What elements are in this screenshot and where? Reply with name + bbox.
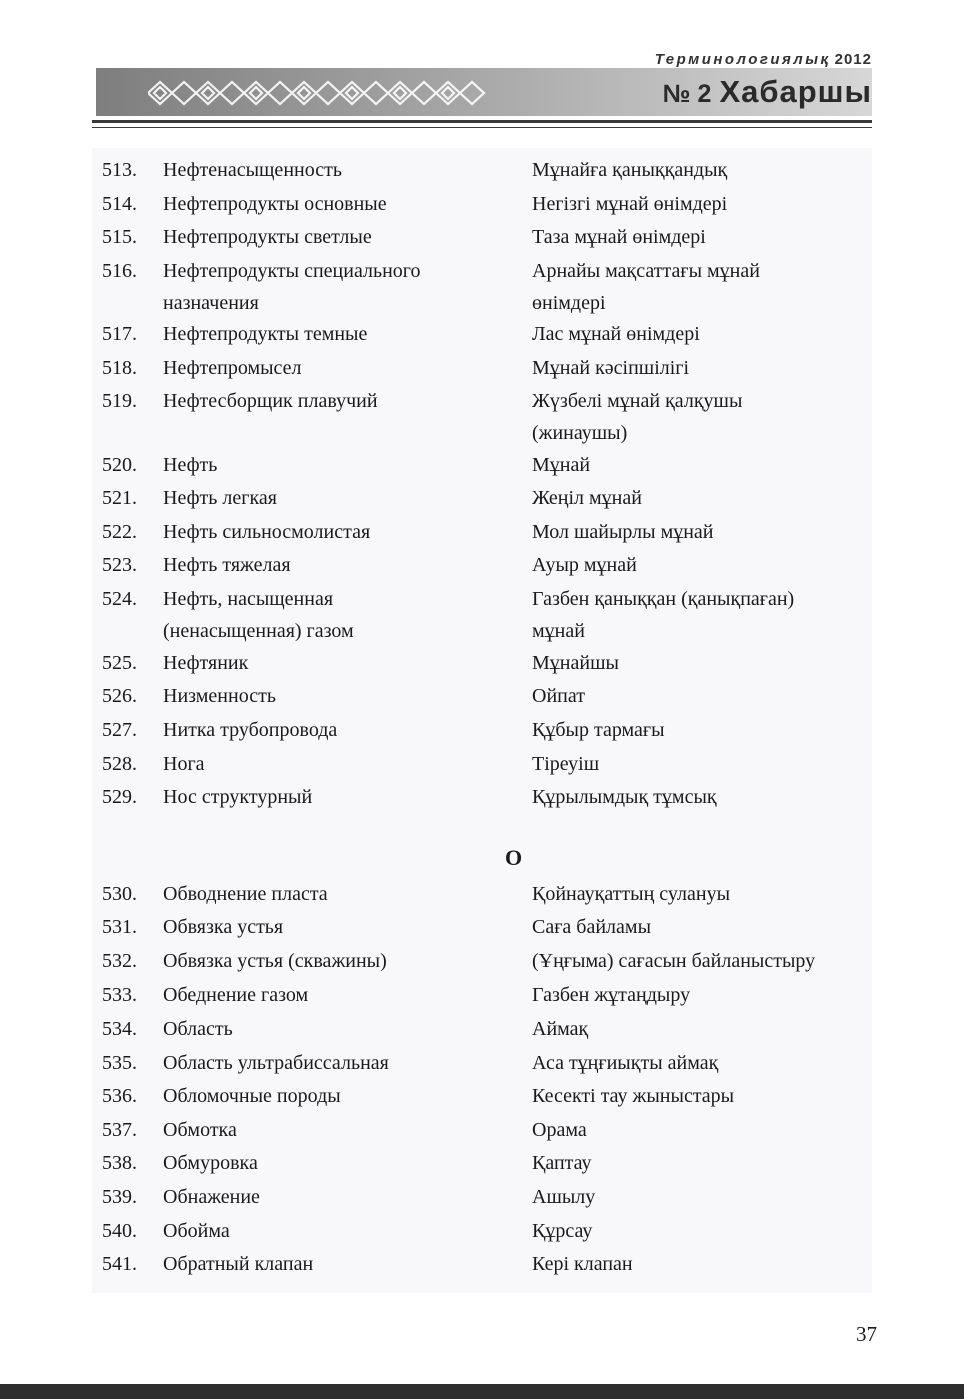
- entry-number: 537.: [102, 1119, 137, 1141]
- page-number: 37: [856, 1322, 877, 1346]
- kazakh-term: (Ұңғыма) сағасын байланыстыру: [532, 950, 816, 972]
- russian-term: Нефтепродукты специального: [163, 260, 421, 282]
- russian-term: Нефтепродукты светлые: [163, 226, 372, 248]
- entry-number: 516.: [102, 260, 137, 282]
- entry-number: 532.: [102, 950, 137, 972]
- entry-number: 528.: [102, 753, 137, 775]
- kazakh-term: Қаптау: [532, 1152, 592, 1174]
- russian-term-continued: (ненасыщенная) газом: [163, 620, 354, 642]
- entry-number: 541.: [102, 1253, 137, 1275]
- entry-number: 520.: [102, 454, 137, 476]
- kazakh-term: Аса тұңғиықты аймақ: [532, 1052, 719, 1074]
- entry-number: 539.: [102, 1186, 137, 1208]
- entry-number: 527.: [102, 719, 137, 741]
- entry-number: 514.: [102, 193, 137, 215]
- kazakh-term: Арнайы мақсаттағы мұнай: [532, 260, 760, 282]
- russian-term: Нога: [163, 753, 205, 775]
- entry-number: 530.: [102, 883, 137, 905]
- kazakh-term: Ауыр мұнай: [532, 554, 637, 576]
- entry-number: 519.: [102, 390, 137, 412]
- russian-term: Обломочные породы: [163, 1085, 341, 1107]
- kazakh-term: Негізгі мұнай өнімдері: [532, 193, 728, 215]
- kazakh-term: Жүзбелі мұнай қалқушы: [532, 390, 743, 412]
- russian-term: Нефтепромысел: [163, 357, 302, 379]
- journal-year: 2012: [834, 51, 872, 68]
- russian-term: Обмуровка: [163, 1152, 258, 1174]
- entry-number: 521.: [102, 487, 137, 509]
- entry-number: 535.: [102, 1052, 137, 1074]
- russian-term: Область ультрабиссальная: [163, 1052, 389, 1074]
- russian-term: Обвязка устья (скважины): [163, 950, 387, 972]
- entry-number: 515.: [102, 226, 137, 248]
- russian-term: Обеднение газом: [163, 984, 309, 1006]
- kazakh-term: Құрсау: [532, 1220, 593, 1242]
- kazakh-term: Мол шайырлы мұнай: [532, 521, 714, 543]
- russian-term: Обнажение: [163, 1186, 260, 1208]
- russian-term: Обвязка устья: [163, 916, 284, 938]
- entry-number: 526.: [102, 685, 137, 707]
- entry-number: 531.: [102, 916, 137, 938]
- journal-title-text: Терминологиялық: [654, 51, 831, 68]
- kazakh-term: Кесекті тау жыныстары: [532, 1085, 735, 1107]
- bottom-edge: [0, 1384, 964, 1399]
- russian-term: Нефтепродукты основные: [163, 193, 387, 215]
- journal-name: Хабаршы: [719, 74, 872, 109]
- kazakh-term: Ойпат: [532, 685, 585, 707]
- russian-term: Нос структурный: [163, 786, 313, 808]
- russian-term: Нефтесборщик плавучий: [163, 390, 378, 412]
- entry-number: 524.: [102, 588, 137, 610]
- entry-number: 518.: [102, 357, 137, 379]
- russian-term: Нитка трубопровода: [163, 719, 338, 741]
- kazakh-term: Ашылу: [532, 1186, 596, 1208]
- kazakh-term: Орама: [532, 1119, 587, 1141]
- russian-term: Обводнение пласта: [163, 883, 328, 905]
- issue-number: № 2: [662, 80, 712, 108]
- russian-term: Нефтепродукты темные: [163, 323, 368, 345]
- kazakh-term: Құрылымдық тұмсық: [532, 786, 717, 808]
- russian-term: Нефть сильносмолистая: [163, 521, 371, 543]
- kazakh-term: Мұнай кәсіпшілігі: [532, 357, 690, 379]
- entry-number: 522.: [102, 521, 137, 543]
- russian-term: Нефтяник: [163, 652, 249, 674]
- russian-term: Низменность: [163, 685, 276, 707]
- russian-term: Нефть тяжелая: [163, 554, 291, 576]
- entry-number: 538.: [102, 1152, 137, 1174]
- russian-term: Нефтенасыщенность: [163, 159, 342, 181]
- entry-number: 534.: [102, 1018, 137, 1040]
- russian-term: Нефть: [163, 454, 218, 476]
- entry-number: 533.: [102, 984, 137, 1006]
- russian-term: Обмотка: [163, 1119, 237, 1141]
- entry-number: 536.: [102, 1085, 137, 1107]
- russian-term: Обойма: [163, 1220, 230, 1242]
- kazakh-term: Кері клапан: [532, 1253, 633, 1275]
- entry-number: 529.: [102, 786, 137, 808]
- entry-number: 525.: [102, 652, 137, 674]
- kazakh-term: Лас мұнай өнімдері: [532, 323, 700, 345]
- kazakh-term-continued: өнімдері: [532, 292, 606, 314]
- kazakh-term: Қойнауқаттың сулануы: [532, 883, 731, 905]
- kazakh-term: Жеңіл мұнай: [532, 487, 642, 509]
- russian-term: Нефть, насыщенная: [163, 588, 334, 610]
- kazakh-term-continued: (жинаушы): [532, 422, 628, 444]
- russian-term: Обратный клапан: [163, 1253, 314, 1275]
- section-letter: О: [505, 845, 523, 870]
- kazakh-term: Газбен жұтаңдыру: [532, 984, 691, 1006]
- entry-number: 517.: [102, 323, 137, 345]
- kazakh-term: Саға байламы: [532, 916, 652, 938]
- russian-term: Область: [163, 1018, 233, 1040]
- kazakh-term: Аймақ: [532, 1018, 589, 1040]
- kazakh-term: Газбен қаныққан (қанықпаған): [532, 588, 795, 610]
- kazakh-term: Таза мұнай өнімдері: [532, 226, 706, 248]
- russian-term: Нефть легкая: [163, 487, 277, 509]
- kazakh-term: Құбыр тармағы: [532, 719, 665, 741]
- kazakh-term: Тіреуіш: [532, 753, 600, 775]
- entry-number: 523.: [102, 554, 137, 576]
- kazakh-term: Мұнайға қаныққандық: [532, 159, 728, 181]
- kazakh-term: Мұнайшы: [532, 652, 619, 674]
- kazakh-term-continued: мұнай: [532, 620, 585, 642]
- russian-term-continued: назначения: [163, 292, 259, 314]
- kazakh-term: Мұнай: [532, 454, 591, 476]
- entry-number: 540.: [102, 1220, 137, 1242]
- entry-number: 513.: [102, 159, 137, 181]
